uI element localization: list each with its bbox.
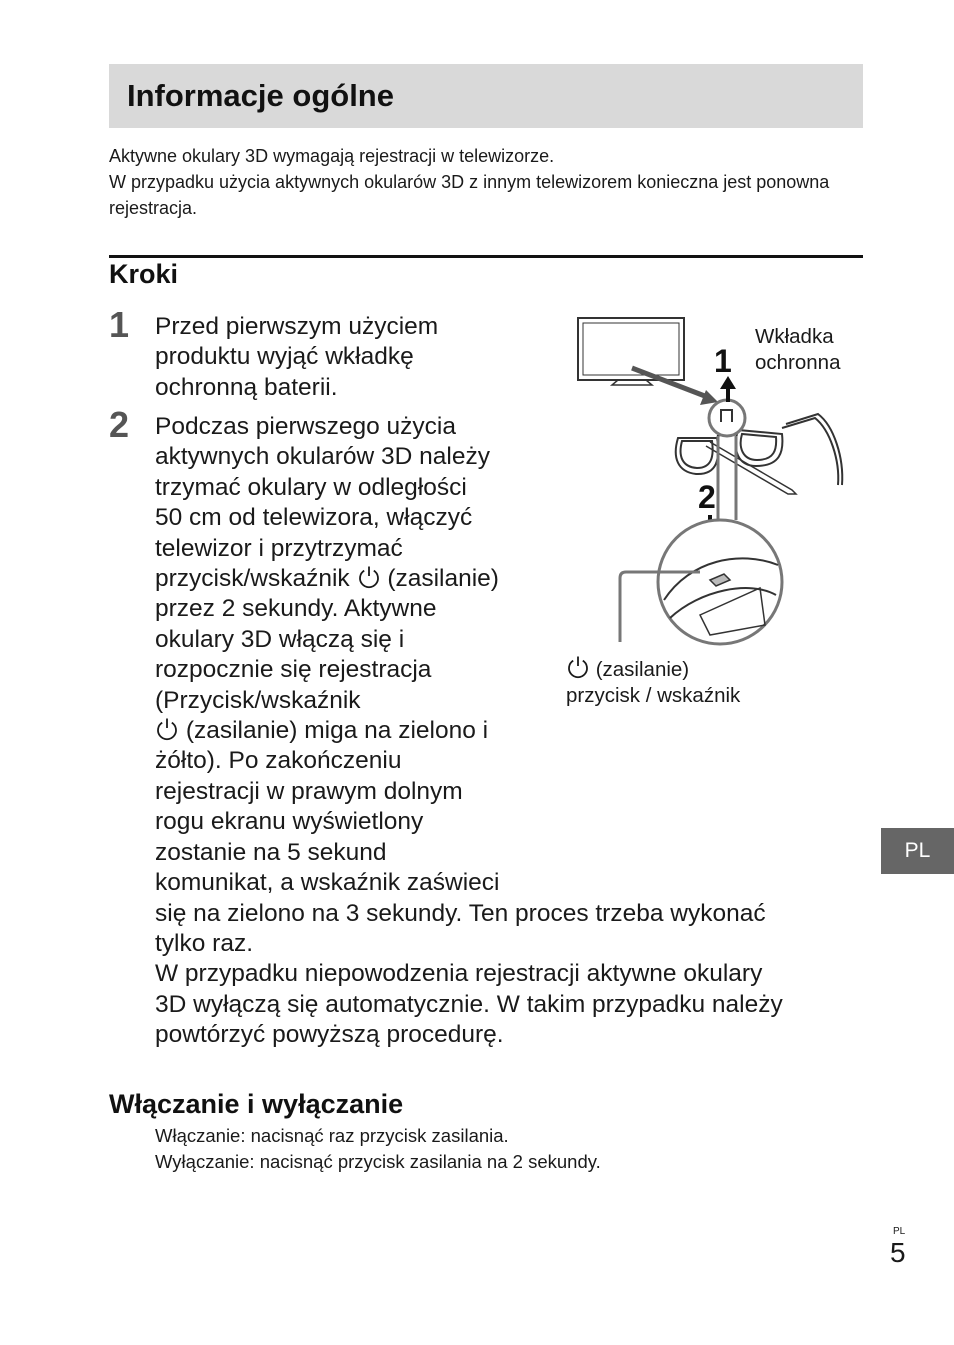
- steps-title: Kroki: [109, 259, 179, 289]
- step-number-2: 2: [109, 404, 130, 445]
- step-2-line-part: (zasilanie): [387, 565, 499, 593]
- step-2-line: 50 cm od telewizora, włączyć: [155, 504, 473, 532]
- step-2-line: komunikat, a wskaźnik zaświeci: [155, 869, 500, 897]
- step-2-line-part: przycisk/wskaźnik: [155, 565, 350, 593]
- step-2-line: się na zielono na 3 sekundy. Ten proces trzeba wykonać: [155, 899, 766, 927]
- onoff-text: [155, 1123, 601, 1175]
- step-2-line: aktywnych okularów 3D należy: [155, 443, 490, 471]
- step-2-line: rozpocznie się rejestracja: [155, 656, 432, 684]
- intro-line-2: W przypadku użycia aktywnych okularów 3D z innym telewizorem konieczna jest ponowna rejestracja.: [109, 172, 830, 218]
- step-2-line: przez 2 sekundy. Aktywne: [155, 595, 437, 623]
- step-2-line: W przypadku niepowodzenia rejestracji aktywne okulary: [155, 960, 763, 988]
- insert-label: [755, 324, 840, 376]
- step-1-text: Przed pierwszym użyciem produktu wyjąć wkładkę ochronną baterii.: [155, 313, 439, 401]
- step-2-line: Podczas pierwszego użycia: [155, 413, 456, 440]
- step-2-line: okulary 3D włączą się i: [155, 625, 405, 653]
- insert-label-line: ochronna: [755, 351, 841, 374]
- step-2-line: 3D wyłączą się automatycznie. W takim przypadku należy: [155, 990, 783, 1018]
- power-button-magnified: [658, 520, 782, 644]
- insert-highlight: [709, 400, 745, 436]
- intro-line-1: Aktywne okulary 3D wymagają rejestracji w telewizorze.: [109, 146, 555, 166]
- power-label-line: [566, 655, 740, 683]
- onoff-on: Włączanie: nacisnąć raz przycisk zasilania.: [155, 1125, 509, 1146]
- step-2-line-part: (zasilanie) miga na zielono i: [185, 717, 489, 745]
- page-title: Informacje ogólne: [127, 78, 394, 113]
- power-icon: [155, 717, 179, 741]
- footer-lang: PL: [893, 1226, 906, 1237]
- step-2-line: powtórzyć powyższą procedurę.: [155, 1021, 504, 1049]
- intro-text: [109, 143, 869, 221]
- page-number: 5: [890, 1237, 906, 1268]
- step-2-line: (Przycisk/wskaźnik: [155, 686, 361, 714]
- step-2-line: [155, 716, 875, 746]
- figure-marker-2: 2: [698, 479, 716, 515]
- step-2-line: tylko raz.: [155, 929, 254, 957]
- language-tab: PL: [881, 828, 954, 874]
- figure-marker-1: 1: [714, 343, 732, 379]
- section-divider: [109, 255, 863, 258]
- section-header: [109, 64, 863, 128]
- power-icon: [357, 565, 381, 589]
- power-label: [566, 655, 740, 709]
- step-2-line: telewizor i przytrzymać: [155, 534, 403, 562]
- step-2-line: zostanie na 5 sekund: [155, 838, 387, 866]
- step-2-line: rogu ekranu wyświetlony: [155, 808, 424, 836]
- onoff-off: Wyłączanie: nacisnąć przycisk zasilania na 2 sekundy.: [155, 1151, 601, 1172]
- step-2-line: rejestracji w prawym dolnym: [155, 777, 463, 805]
- insert-label-line: Wkładka: [755, 325, 834, 348]
- step-2-line: żółto). Po zakończeniu: [155, 747, 402, 775]
- onoff-title: Włączanie i wyłączanie: [109, 1089, 404, 1119]
- power-label-line: przycisk / wskaźnik: [566, 684, 741, 707]
- step-number-1: 1: [109, 304, 130, 345]
- power-icon: [566, 655, 590, 679]
- power-label-text: (zasilanie): [595, 658, 690, 681]
- step-2-line: trzymać okulary w odległości: [155, 473, 467, 501]
- tv-icon: [578, 318, 684, 385]
